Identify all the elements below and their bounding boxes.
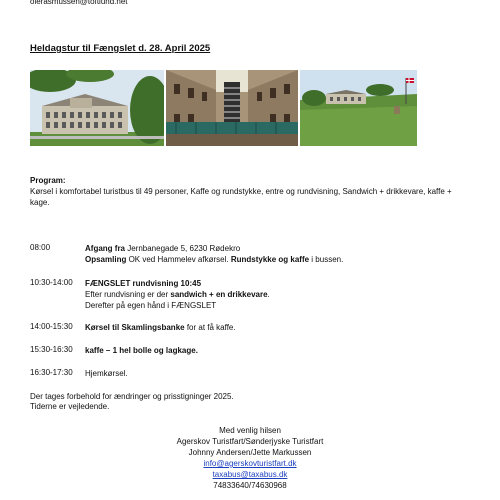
schedule-time: 08:00	[30, 243, 51, 252]
pickup-location: OK ved Hammelev afkørsel.	[126, 255, 231, 264]
contact-email-link[interactable]: info@agerskovturistfart.dk	[203, 459, 297, 468]
coffee-label: kaffe – 1 hel bolle og lagkage.	[85, 346, 198, 355]
program-heading: Program:	[30, 176, 66, 185]
drive-purpose: for at få kaffe.	[184, 323, 236, 332]
departure-label: Afgang fra	[85, 244, 125, 253]
breakfast-label: Rundstykke og kaffe	[230, 255, 310, 264]
lunch-label: sandwich + en drikkevare	[170, 290, 268, 299]
departure-address: Jernbanegade 5, 6230 Rødekro	[125, 244, 241, 253]
schedule-time: 14:00-15:30	[30, 322, 73, 331]
tour-label: FÆNGSLET rundvisning 10:45	[85, 279, 202, 288]
company-name: Agerskov Turistfart/Sønderjyske Turistfart	[176, 437, 324, 446]
program-description: Kørsel i komfortabel turistbus til 49 personer, Kaffe og rundstykke, entre og rundvisning, Sandwich + drikkevare, kaffe + kage.	[30, 187, 452, 207]
lunch-end: .	[267, 290, 270, 299]
signature-block	[120, 425, 380, 491]
schedule-time: 15:30-16:30	[30, 345, 73, 354]
prison-exterior-photo	[30, 70, 164, 146]
schedule-entry	[85, 322, 236, 333]
greeting: Med venlig hilsen	[219, 426, 281, 435]
page-title: Heldagstur til Fængslet d. 28. April 2025	[30, 43, 211, 54]
schedule-time: 10:30-14:00	[30, 278, 73, 287]
schedule-time: 16:30-17:30	[30, 368, 73, 377]
contact-email-link[interactable]: taxabus@taxabus.dk	[212, 470, 288, 479]
contact-phone: 74833640/74630968	[213, 481, 287, 490]
drive-label: Kørsel til Skamlingsbanke	[85, 323, 185, 332]
schedule-entry	[85, 368, 128, 379]
prison-interior-photo	[166, 70, 298, 146]
schedule-entry	[85, 278, 270, 311]
disclaimer	[30, 392, 234, 412]
disclaimer-line: Der tages forbehold for ændringer og prisstigninger 2025.	[30, 392, 234, 401]
contact-names: Johnny Andersen/Jette Markussen	[188, 448, 312, 457]
prison-hill-photo	[300, 70, 417, 146]
pickup-label: Opsamling	[85, 255, 127, 264]
top-email: olerasmussen@toftlund.net	[30, 0, 128, 6]
lunch-intro: Efter rundvisning er der	[85, 290, 171, 299]
schedule-entry	[85, 243, 343, 265]
schedule-entry	[85, 345, 198, 356]
disclaimer-line: Tiderne er vejledende.	[30, 402, 110, 411]
free-time-text: Derefter på egen hånd i FÆNGSLET	[85, 301, 217, 310]
return-text: Hjemkørsel.	[85, 369, 128, 378]
breakfast-location: i bussen.	[309, 255, 344, 264]
